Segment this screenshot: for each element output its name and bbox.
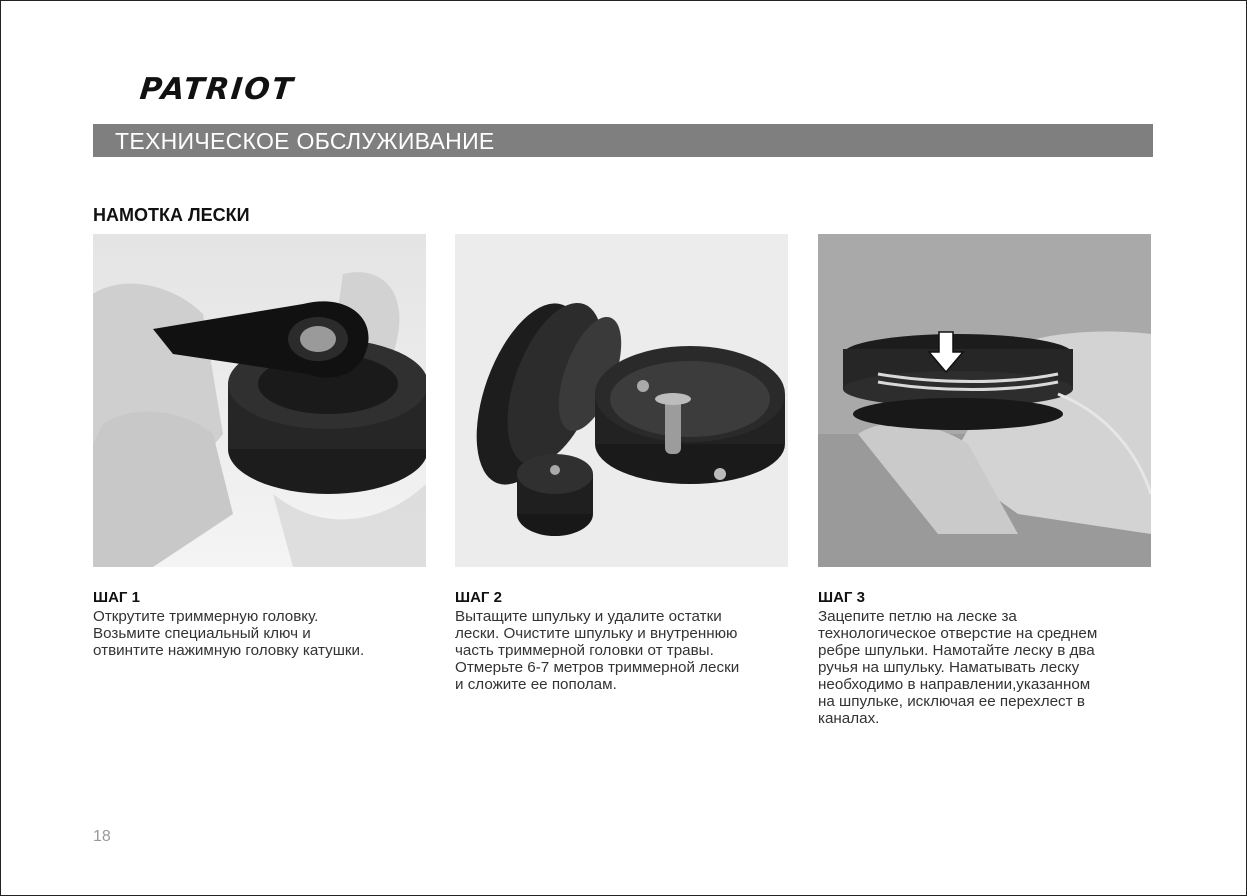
step-3-label: ШАГ 3	[818, 589, 865, 606]
step-1-line: Возьмите специальный ключ и	[93, 625, 311, 642]
step-1	[93, 589, 433, 659]
step-2-line: и сложите ее пополам.	[455, 676, 617, 693]
step-2-text	[455, 608, 795, 693]
section-title: ТЕХНИЧЕСКОЕ ОБСЛУЖИВАНИЕ	[115, 128, 495, 154]
step-3-text	[818, 608, 1158, 727]
step-3-line: ребре шпульки. Намотайте леску в два	[818, 642, 1095, 659]
step-1-line: отвинтите нажимную головку катушки.	[93, 642, 365, 659]
step-2-line: часть триммерной головки от травы.	[455, 642, 714, 659]
step-1-text	[93, 608, 433, 659]
step-2-label: ШАГ 2	[455, 589, 502, 606]
step-1-label: ШАГ 1	[93, 589, 140, 606]
step-2-line: лески. Очистите шпульку и внутреннюю	[455, 625, 738, 642]
step-1-line: Открутите триммерную головку.	[93, 608, 319, 625]
section-header-bar	[93, 124, 1153, 157]
step-2-line: Отмерьте 6-7 метров триммерной лески	[455, 659, 740, 676]
patriot-logo: PATRIOT	[138, 72, 297, 107]
step-3-line: ручья на шпульку. Наматывать леску	[818, 659, 1080, 676]
step-3-line: необходимо в направлении,указанном	[818, 676, 1091, 693]
subheading: НАМОТКА ЛЕСКИ	[93, 205, 250, 225]
step-3	[818, 589, 1158, 727]
step-3-line: каналах.	[818, 710, 880, 727]
step-3-line: технологическое отверстие на среднем	[818, 625, 1098, 642]
page-number: 18	[93, 828, 111, 845]
step-3-line: Зацепите петлю на леске за	[818, 608, 1017, 625]
step-2-line: Вытащите шпульку и удалите остатки	[455, 608, 722, 625]
step-3-line: на шпульке, исключая ее перехлест в	[818, 693, 1085, 710]
step-2	[455, 589, 795, 693]
step-3-photo	[818, 234, 1151, 567]
step-1-photo	[93, 234, 426, 567]
step-2-photo	[455, 234, 788, 567]
